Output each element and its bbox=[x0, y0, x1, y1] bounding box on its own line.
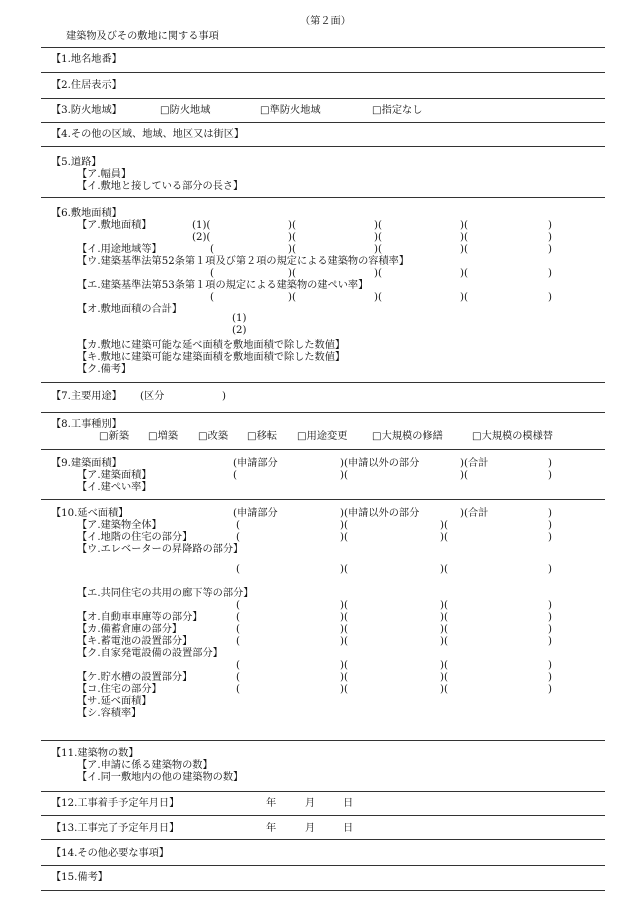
divider bbox=[41, 382, 605, 383]
paren-mid: )( bbox=[288, 220, 296, 231]
paren-mid: )( bbox=[374, 244, 382, 255]
date-day: 日 bbox=[343, 823, 354, 834]
paren-open: ( bbox=[236, 612, 240, 623]
paren-mid: )( bbox=[340, 520, 348, 531]
s15-label: 【15.備考】 bbox=[51, 872, 108, 883]
s3-label: 【3.防火地域】 bbox=[51, 105, 122, 116]
paren-close: ) bbox=[548, 612, 552, 623]
checkbox-relocation[interactable]: □ 移転 bbox=[247, 431, 277, 442]
paren-close: ) bbox=[548, 292, 552, 303]
s9-col3: )(合計 bbox=[460, 458, 489, 469]
paren-mid: )( bbox=[374, 292, 382, 303]
checkbox-rebuild[interactable]: □ 改築 bbox=[198, 431, 228, 442]
paren-mid: )( bbox=[374, 268, 382, 279]
s9-a: 【ア.建築面積】 bbox=[77, 470, 152, 481]
paren-mid: )( bbox=[460, 244, 468, 255]
s10-col1: (申請部分 bbox=[233, 508, 278, 519]
date-day: 日 bbox=[343, 798, 354, 809]
s6-a: 【ア.敷地面積】 bbox=[77, 220, 152, 231]
page-number: （第２面） bbox=[300, 16, 351, 27]
paren-mid: )( bbox=[340, 684, 348, 695]
paren-mid: )( bbox=[374, 232, 382, 243]
s2-label: 【2.住居表示】 bbox=[51, 80, 122, 91]
s10-b: 【イ.地階の住宅の部分】 bbox=[77, 532, 193, 543]
paren-close: ) bbox=[548, 660, 552, 671]
s6-f: 【カ.敷地に建築可能な延べ面積を敷地面積で除した数値】 bbox=[77, 340, 346, 351]
s5-b: 【イ.敷地と接している部分の長さ】 bbox=[77, 181, 244, 192]
s9-b: 【イ.建ぺい率】 bbox=[77, 482, 152, 493]
paren-mid: )( bbox=[340, 532, 348, 543]
paren-open: ( bbox=[210, 244, 214, 255]
s6-e2: (2) bbox=[232, 325, 247, 336]
s6-e: 【オ.敷地面積の合計】 bbox=[77, 304, 183, 315]
s6-h: 【ク.備考】 bbox=[77, 364, 132, 375]
s10-f: 【カ.備蓄倉庫の部分】 bbox=[77, 624, 183, 635]
date-month: 月 bbox=[305, 798, 316, 809]
s10-col3: )(合計 bbox=[460, 508, 489, 519]
paren-close: ) bbox=[548, 636, 552, 647]
paren-open: ( bbox=[236, 684, 240, 695]
paren-mid: )( bbox=[440, 684, 448, 695]
s6-a1: (1)( bbox=[192, 220, 211, 231]
paren-open: ( bbox=[236, 624, 240, 635]
divider bbox=[41, 890, 605, 891]
s6-c: 【ウ.建築基準法第52条第１項及び第２項の規定による建築物の容積率】 bbox=[77, 256, 410, 267]
divider bbox=[41, 740, 605, 741]
paren-open: ( bbox=[233, 470, 237, 481]
paren-close: ) bbox=[548, 508, 552, 519]
s10-col2: )(申請以外の部分 bbox=[340, 508, 420, 519]
s9-col2: )(申請以外の部分 bbox=[340, 458, 420, 469]
paren-mid: )( bbox=[340, 660, 348, 671]
paren-mid: )( bbox=[440, 672, 448, 683]
checkbox-major-remodel[interactable]: □ 大規模の模様替 bbox=[472, 431, 553, 442]
s10-e: 【オ.自動車車庫等の部分】 bbox=[77, 612, 203, 623]
s10-d: 【エ.共同住宅の共用の廊下等の部分】 bbox=[77, 588, 254, 599]
divider bbox=[41, 47, 605, 48]
s11-label: 【11.建築物の数】 bbox=[51, 748, 139, 759]
divider bbox=[41, 146, 605, 147]
paren-mid: )( bbox=[440, 660, 448, 671]
s7-close: ) bbox=[222, 391, 226, 402]
s4-label: 【4.その他の区域、地域、地区又は街区】 bbox=[51, 129, 245, 140]
divider bbox=[41, 412, 605, 413]
checkbox-extension[interactable]: □ 増築 bbox=[148, 431, 178, 442]
paren-open: ( bbox=[236, 564, 240, 575]
divider bbox=[41, 122, 605, 123]
s10-l: 【シ.容積率】 bbox=[77, 708, 142, 719]
paren-mid: )( bbox=[460, 220, 468, 231]
paren-open: ( bbox=[210, 268, 214, 279]
checkbox-use-change[interactable]: □ 用途変更 bbox=[297, 431, 347, 442]
paren-open: ( bbox=[236, 636, 240, 647]
s6-a2: (2)( bbox=[192, 232, 211, 243]
paren-open: ( bbox=[236, 672, 240, 683]
divider bbox=[41, 865, 605, 866]
checkbox-new[interactable]: □ 新築 bbox=[99, 431, 129, 442]
paren-open: ( bbox=[236, 600, 240, 611]
paren-mid: )( bbox=[460, 268, 468, 279]
paren-mid: )( bbox=[340, 624, 348, 635]
paren-mid: )( bbox=[340, 600, 348, 611]
paren-mid: )( bbox=[460, 232, 468, 243]
paren-mid: )( bbox=[340, 612, 348, 623]
checkbox-fireproof[interactable]: □ 防火地域 bbox=[160, 105, 210, 116]
s10-a: 【ア.建築物全体】 bbox=[77, 520, 162, 531]
s10-k: 【サ.延べ面積】 bbox=[77, 696, 152, 707]
paren-open: ( bbox=[236, 520, 240, 531]
paren-close: ) bbox=[548, 232, 552, 243]
paren-mid: )( bbox=[340, 564, 348, 575]
s6-g: 【キ.敷地に建築可能な建築面積を敷地面積で除した数値】 bbox=[77, 352, 346, 363]
divider bbox=[41, 499, 605, 500]
divider bbox=[41, 98, 605, 99]
s10-g: 【キ.蓄電池の設置部分】 bbox=[77, 636, 193, 647]
s11-b: 【イ.同一敷地内の他の建築物の数】 bbox=[77, 772, 244, 783]
date-year: 年 bbox=[266, 798, 277, 809]
checkbox-major-repair[interactable]: □ 大規模の修繕 bbox=[372, 431, 443, 442]
s11-a: 【ア.申請に係る建築物の数】 bbox=[77, 760, 213, 771]
divider bbox=[41, 839, 605, 840]
s6-b: 【イ.用途地域等】 bbox=[77, 244, 162, 255]
paren-close: ) bbox=[548, 564, 552, 575]
paren-close: ) bbox=[548, 684, 552, 695]
s5-label: 【5.道路】 bbox=[51, 157, 102, 168]
checkbox-none[interactable]: □ 指定なし bbox=[372, 105, 422, 116]
s8-label: 【8.工事種別】 bbox=[51, 419, 122, 430]
s10-c: 【ウ.エレベーターの昇降路の部分】 bbox=[77, 544, 244, 555]
paren-close: ) bbox=[548, 520, 552, 531]
paren-close: ) bbox=[548, 458, 552, 469]
s10-h: 【ク.自家発電設備の設置部分】 bbox=[77, 648, 223, 659]
s9-label: 【9.建築面積】 bbox=[51, 458, 122, 469]
s10-i: 【ケ.貯水槽の設置部分】 bbox=[77, 672, 193, 683]
divider bbox=[41, 449, 605, 450]
paren-open: ( bbox=[210, 292, 214, 303]
paren-mid: )( bbox=[440, 564, 448, 575]
s1-label: 【1.地名地番】 bbox=[51, 54, 122, 65]
paren-close: ) bbox=[548, 624, 552, 635]
paren-open: ( bbox=[236, 660, 240, 671]
divider bbox=[41, 197, 605, 198]
paren-mid: )( bbox=[288, 292, 296, 303]
paren-close: ) bbox=[548, 672, 552, 683]
paren-mid: )( bbox=[288, 232, 296, 243]
paren-mid: )( bbox=[374, 220, 382, 231]
s10-label: 【10.延べ面積】 bbox=[51, 508, 129, 519]
s5-a: 【ア.幅員】 bbox=[77, 169, 132, 180]
s6-d: 【エ.建築基準法第53条第１項の規定による建築物の建ぺい率】 bbox=[77, 280, 369, 291]
paren-close: ) bbox=[548, 268, 552, 279]
paren-close: ) bbox=[548, 600, 552, 611]
paren-mid: )( bbox=[440, 520, 448, 531]
paren-close: ) bbox=[548, 244, 552, 255]
paren-mid: )( bbox=[440, 636, 448, 647]
paren-mid: )( bbox=[288, 268, 296, 279]
s7-label: 【7.主要用途】 bbox=[51, 391, 122, 402]
s10-j: 【コ.住宅の部分】 bbox=[77, 684, 162, 695]
paren-mid: )( bbox=[460, 470, 468, 481]
divider bbox=[41, 72, 605, 73]
paren-mid: )( bbox=[288, 244, 296, 255]
paren-mid: )( bbox=[340, 470, 348, 481]
s7-sub: (区分 bbox=[140, 391, 165, 402]
paren-mid: )( bbox=[440, 612, 448, 623]
date-month: 月 bbox=[305, 823, 316, 834]
paren-mid: )( bbox=[340, 636, 348, 647]
paren-mid: )( bbox=[440, 624, 448, 635]
paren-mid: )( bbox=[440, 600, 448, 611]
paren-mid: )( bbox=[440, 532, 448, 543]
date-year: 年 bbox=[266, 823, 277, 834]
paren-mid: )( bbox=[460, 292, 468, 303]
paren-close: ) bbox=[548, 470, 552, 481]
checkbox-semi-fireproof[interactable]: □ 準防火地域 bbox=[260, 105, 321, 116]
s9-col1: (申請部分 bbox=[233, 458, 278, 469]
paren-close: ) bbox=[548, 220, 552, 231]
paren-open: ( bbox=[236, 532, 240, 543]
divider bbox=[41, 815, 605, 816]
s14-label: 【14.その他必要な事項】 bbox=[51, 848, 170, 859]
paren-close: ) bbox=[548, 532, 552, 543]
divider bbox=[41, 791, 605, 792]
paren-mid: )( bbox=[340, 672, 348, 683]
s6-e1: (1) bbox=[232, 313, 247, 324]
form-heading: 建築物及びその敷地に関する事項 bbox=[66, 31, 219, 42]
s12-label: 【12.工事着手予定年月日】 bbox=[51, 798, 180, 809]
s13-label: 【13.工事完了予定年月日】 bbox=[51, 823, 180, 834]
s6-label: 【6.敷地面積】 bbox=[51, 208, 122, 219]
